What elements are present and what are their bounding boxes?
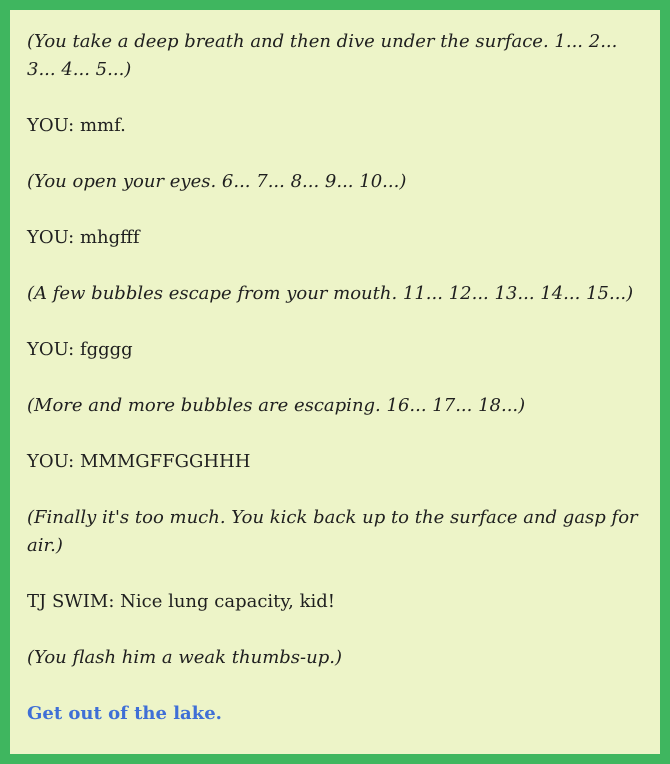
story-line: YOU: mhgfff [27,227,140,248]
story-line: (Finally it's too much. You kick back up to the surface and gasp for air.) [27,507,638,556]
story-line: (You take a deep breath and then dive under the surface. 1... 2... 3... 4... 5...) [27,31,618,80]
story-panel [10,10,660,754]
story-line: (You open your eyes. 6... 7... 8... 9... 10...) [27,171,407,192]
story-line: YOU: fgggg [27,339,133,360]
story-line: (A few bubbles escape from your mouth. 11... 12... 13... 14... 15...) [27,283,634,304]
get-out-of-lake-link[interactable]: Get out of the lake. [27,703,222,724]
story-line: (More and more bubbles are escaping. 16... 17... 18...) [27,395,526,416]
story-line: TJ SWIM: Nice lung capacity, kid! [27,591,336,612]
story-line: YOU: mmf. [27,115,126,136]
story-line: YOU: MMMGFFGGHHH [27,451,251,472]
story-line: (You flash him a weak thumbs-up.) [27,647,342,668]
